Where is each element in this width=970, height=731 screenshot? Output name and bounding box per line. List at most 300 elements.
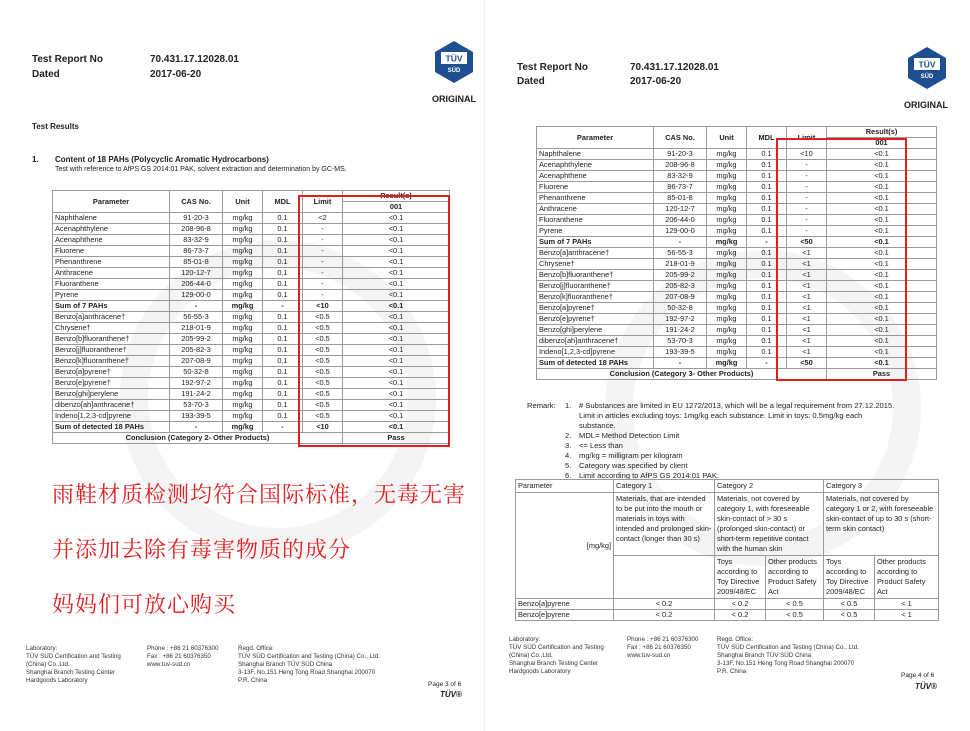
remark-number [565,421,579,431]
table-row [53,422,450,433]
cell-mdl: 0.1 [263,268,303,279]
cell-limit: - [303,268,343,279]
table-row [537,193,937,204]
col-result: Result(s) [343,191,450,202]
cell-unit: mg/kg [223,334,263,345]
table-row [537,259,937,270]
cell-limit: - [303,279,343,290]
cell-unit: mg/kg [707,149,747,160]
cell-mdl: 0.1 [747,204,787,215]
col-parameter: Parameter [53,191,170,213]
cell-parameter: dibenzo[ah]anthracene† [53,400,170,411]
cat-header-2: Category 2 [715,480,824,493]
cell-parameter: Chrysene† [53,323,170,334]
cell-unit: mg/kg [707,270,747,281]
remark-number: 5. [565,461,572,470]
cell-result: <0.1 [343,367,450,378]
cell-parameter: Indeno[1,2,3-cd]pyrene [537,347,654,358]
cat-cell-c2a: < 0.2 [715,610,766,621]
cell-limit: <0.5 [303,378,343,389]
section-subtitle: Test with reference to AfPS GS 2014:01 PAK, solvent extraction and determination by GC-MS. [55,166,347,173]
cell-cas: 50-32-8 [654,303,707,314]
cat-other-3: Other products according to Product Safety Act [875,556,939,599]
cell-limit: <0.5 [303,334,343,345]
cat-cell-c3a: < 0.5 [824,610,875,621]
cell-cas: 85-01-8 [170,257,223,268]
remark-item [565,461,894,471]
col-sample-id: 001 [343,202,450,213]
cell-limit: <1 [787,325,827,336]
cell-unit: mg/kg [707,347,747,358]
cell-limit: <1 [787,336,827,347]
cell-mdl: - [263,422,303,433]
cell-mdl: 0.1 [747,336,787,347]
cell-result: <0.1 [827,336,937,347]
cat-header-param: Parameter [516,480,614,493]
cat-cell-p: Benzo[a]pyrene [516,599,614,610]
cell-mdl: 0.1 [263,246,303,257]
cell-parameter: Benzo[k]fluoranthene† [53,356,170,367]
table-row [53,345,450,356]
cell-parameter: Benzo[a]anthracene† [537,248,654,259]
cell-cas: 86-73-7 [170,246,223,257]
cell-parameter: Phenanthrene [53,257,170,268]
cell-limit: <50 [787,237,827,248]
col-mdl: MDL [747,127,787,149]
table-row [516,610,939,621]
cell-mdl: 0.1 [747,171,787,182]
cell-limit: <50 [787,358,827,369]
cell-parameter: Benzo[ghi]perylene [537,325,654,336]
cell-result: <0.1 [343,213,450,224]
cell-unit: mg/kg [707,237,747,248]
cell-unit: mg/kg [707,358,747,369]
cat-toys-3: Toys according to Toy Directive 2009/48/EC [824,556,875,599]
table-row [53,257,450,268]
cell-mdl: 0.1 [747,325,787,336]
footer-regd-office: Regd. Office: TÜV SÜD Certification and Testing (China) Co., Ltd. Shanghai Branch TÜV SÜD China 3-13F, No.151 Heng Tong Road Shanghai 200070 P.R. China [238,645,380,684]
cell-parameter: Sum of detected 18 PAHs [537,358,654,369]
cell-cas: 205-82-3 [170,345,223,356]
footer-laboratory: Laboratory: TÜV SÜD Certification and Testing (China) Co.,Ltd. Shanghai Branch Testing Center Hardgoods Laboratory [26,645,121,684]
cell-parameter: Fluoranthene [537,215,654,226]
footer-regd-office: Regd. Office: TÜV SÜD Certification and Testing (China) Co., Ltd. Shanghai Branch TÜV SÜD China 3-13F, No.151 Heng Tong Road Shanghai 200070 P.R. China [717,636,859,675]
cell-mdl: 0.1 [263,257,303,268]
col-unit: Unit [707,127,747,149]
cell-limit: <0.5 [303,312,343,323]
remark-text: Category was specified by client [579,461,688,470]
cell-unit: mg/kg [223,213,263,224]
cell-cas: 85-01-8 [654,193,707,204]
dated-label: Dated [517,76,545,87]
cell-result: <0.1 [827,204,937,215]
table-row [53,323,450,334]
cell-result: <0.1 [827,226,937,237]
dated-value: 2017-06-20 [150,69,202,80]
table-row [537,215,937,226]
cell-cas: 206-44-0 [170,279,223,290]
cell-parameter: Benzo[b]fluoranthene† [53,334,170,345]
cell-result: <0.1 [827,281,937,292]
table-row [53,378,450,389]
report-no-value: 70.431.17.12028.01 [150,54,239,65]
cell-mdl: - [747,237,787,248]
cell-result: <0.1 [827,193,937,204]
cell-limit: <1 [787,347,827,358]
cell-parameter: dibenzo[ah]anthracene† [537,336,654,347]
col-unit: Unit [223,191,263,213]
cell-result: <0.1 [827,325,937,336]
cell-mdl: 0.1 [747,226,787,237]
table-row [537,303,937,314]
cell-limit: <0.5 [303,389,343,400]
cell-result: <0.1 [827,314,937,325]
cell-result: <0.1 [827,259,937,270]
remark-item [565,441,894,451]
cell-parameter: Pyrene [537,226,654,237]
cell-cas: 53-70-3 [170,400,223,411]
remark-items [565,401,894,481]
table-row [53,279,450,290]
cell-unit: mg/kg [707,303,747,314]
cell-limit: <1 [787,303,827,314]
table-row [537,281,937,292]
cell-result: <0.1 [827,292,937,303]
cat-cell-c1: < 0.2 [614,599,715,610]
cell-limit: <1 [787,270,827,281]
table-row [53,246,450,257]
cell-cas: 191-24-2 [654,325,707,336]
remark-label: Remark: [527,401,556,410]
cell-unit: mg/kg [223,246,263,257]
conclusion-value: Pass [827,369,937,380]
cell-mdl: 0.1 [263,411,303,422]
cell-result: <0.1 [827,171,937,182]
cell-cas: - [654,358,707,369]
cell-result: <0.1 [827,303,937,314]
cell-unit: mg/kg [223,389,263,400]
cell-result: <0.1 [343,356,450,367]
cell-mdl: 0.1 [747,193,787,204]
tuv-mark-icon: TÜV® [440,690,462,699]
cell-limit: - [303,257,343,268]
cell-result: <0.1 [343,290,450,301]
cell-parameter: Benzo[e]pyrene† [53,378,170,389]
cat-cell-c3b: < 1 [875,599,939,610]
cell-unit: mg/kg [223,345,263,356]
cat-header-3: Category 3 [824,480,939,493]
table-row [53,389,450,400]
cell-unit: mg/kg [223,301,263,312]
cat-header-1: Category 1 [614,480,715,493]
cell-parameter: Fluorene [537,182,654,193]
section-number: 1. [32,155,39,164]
col-result: Result(s) [827,127,937,138]
remark-number: 1. [565,401,572,410]
cell-cas: 56-55-3 [654,248,707,259]
cell-parameter: Naphthalene [537,149,654,160]
table-row [53,213,450,224]
cat-cell-c3b: < 1 [875,610,939,621]
cat-desc-2: Materials, not covered by category 1, with foreseeable skin-contact of > 30 s (prolonged skin-contact) or short-term repetitive contact with the human skin [715,493,824,556]
cell-limit: <0.5 [303,345,343,356]
conclusion-label: Conclusion (Category 3- Other Products) [537,369,827,380]
cell-mdl: - [747,358,787,369]
table-row [537,204,937,215]
cat-cell-c2b: < 0.5 [766,599,824,610]
cell-cas: 218-01-9 [654,259,707,270]
cell-result: <0.1 [343,345,450,356]
cell-limit: - [787,193,827,204]
cell-result: <0.1 [343,323,450,334]
cell-cas: 56-55-3 [170,312,223,323]
report-no-label: Test Report No [32,54,103,65]
table-row [537,325,937,336]
cell-result: <0.1 [827,149,937,160]
cell-result: <0.1 [343,224,450,235]
cell-unit: mg/kg [223,224,263,235]
cell-unit: mg/kg [707,336,747,347]
remark-number: 2. [565,431,572,440]
cell-mdl: 0.1 [263,323,303,334]
cell-cas: - [170,301,223,312]
svg-text:SÜD: SÜD [447,68,461,74]
cell-cas: 86-73-7 [654,182,707,193]
cell-mdl: 0.1 [747,270,787,281]
cell-cas: 207-08-9 [654,292,707,303]
cell-unit: mg/kg [223,268,263,279]
cell-unit: mg/kg [223,356,263,367]
cell-cas: 191-24-2 [170,389,223,400]
cell-unit: mg/kg [707,204,747,215]
cell-unit: mg/kg [223,367,263,378]
cell-cas: - [170,422,223,433]
cell-limit: <10 [787,149,827,160]
cell-cas: 207-08-9 [170,356,223,367]
tuv-mark-icon: TÜV® [915,682,937,691]
cell-limit: - [787,226,827,237]
report-page-4 [485,0,970,731]
cell-parameter: Benzo[j]fluoranthene† [537,281,654,292]
cell-cas: 205-99-2 [170,334,223,345]
table-row [537,248,937,259]
cell-result: <0.1 [827,347,937,358]
cat-cell-c3a: < 0.5 [824,599,875,610]
cell-mdl: 0.1 [747,149,787,160]
table-row [537,149,937,160]
cell-cas: 206-44-0 [654,215,707,226]
table-row [53,356,450,367]
remark-item [565,451,894,461]
cell-unit: mg/kg [707,215,747,226]
tuv-logo-icon [432,40,476,84]
cell-limit: <10 [303,301,343,312]
cell-unit: mg/kg [707,193,747,204]
table-row [537,347,937,358]
cell-limit: <1 [787,281,827,292]
cell-cas: 218-01-9 [170,323,223,334]
cell-parameter: Acenaphthene [53,235,170,246]
cell-parameter: Benzo[a]anthracene† [53,312,170,323]
cell-cas: 91-20-3 [654,149,707,160]
cell-parameter: Naphthalene [53,213,170,224]
cell-result: <0.1 [343,235,450,246]
footer-contact: Phone : +86 21 60376300 Fax : +86 21 60376350 www.tuv-sud.cn [627,636,699,659]
cell-cas: 193-39-5 [654,347,707,358]
table-row [53,400,450,411]
cell-unit: mg/kg [707,160,747,171]
cell-parameter: Benzo[a]pyrene† [537,303,654,314]
cell-parameter: Sum of 7 PAHs [537,237,654,248]
cell-limit: <1 [787,248,827,259]
cell-unit: mg/kg [707,171,747,182]
cell-result: <0.1 [343,400,450,411]
col-limit: Limit [787,127,827,149]
cell-parameter: Pyrene [53,290,170,301]
remark-item [565,421,894,431]
cell-parameter: Sum of detected 18 PAHs [53,422,170,433]
original-label: ORIGINAL [432,94,476,104]
cell-limit: - [303,246,343,257]
cell-cas: - [654,237,707,248]
table-row [53,367,450,378]
cell-mdl: 0.1 [263,334,303,345]
promo-text-line-2: 并添加去除有毒害物质的成分 [52,538,352,563]
original-label: ORIGINAL [904,100,948,110]
cell-unit: mg/kg [223,312,263,323]
cell-parameter: Acenaphthene [537,171,654,182]
cell-result: <0.1 [827,215,937,226]
report-no-value: 70.431.17.12028.01 [630,62,719,73]
col-limit: Limit [303,191,343,213]
cell-cas: 129-00-0 [170,290,223,301]
remark-text: Limit in articles excluding toys: 1mg/kg each substance. Limit in toys: 0.5mg/kg each [579,411,863,420]
cell-mdl: 0.1 [263,213,303,224]
cell-cas: 120-12-7 [170,268,223,279]
cell-unit: mg/kg [223,378,263,389]
category-limits-table [515,479,939,621]
cell-limit: <0.5 [303,323,343,334]
cell-limit: <1 [787,314,827,325]
cat-unit: [mg/kg] [516,493,614,599]
cell-mdl: 0.1 [747,347,787,358]
cell-limit: - [303,235,343,246]
cell-cas: 192-97-2 [170,378,223,389]
table-row [537,237,937,248]
cell-result: <0.1 [343,257,450,268]
cell-mdl: - [263,301,303,312]
table-row [537,160,937,171]
cell-mdl: 0.1 [263,235,303,246]
cell-unit: mg/kg [223,411,263,422]
dated-value: 2017-06-20 [630,76,682,87]
col-parameter: Parameter [537,127,654,149]
cell-parameter: Benzo[a]pyrene† [53,367,170,378]
promo-text-line-3: 妈妈们可放心购买 [52,593,237,618]
cat-cell-c1: < 0.2 [614,610,715,621]
table-row [53,312,450,323]
cell-result: <0.1 [827,248,937,259]
cell-result: <0.1 [343,422,450,433]
cell-result: <0.1 [343,268,450,279]
pah-results-table-cat2 [52,190,450,444]
cell-mdl: 0.1 [263,378,303,389]
cell-parameter: Benzo[k]fluoranthene† [537,292,654,303]
cell-result: <0.1 [827,270,937,281]
cell-parameter: Anthracene [53,268,170,279]
table-row [53,301,450,312]
cell-cas: 192-97-2 [654,314,707,325]
cell-parameter: Sum of 7 PAHs [53,301,170,312]
cat-cell-p: Benzo[e]pyrene [516,610,614,621]
cell-mdl: 0.1 [747,292,787,303]
cell-mdl: 0.1 [747,160,787,171]
col-cas: CAS No. [654,127,707,149]
cat-desc-1: Materials, that are intended to be put into the mouth or materials in toys with intended and prolonged skin-contact (longer than 30 s) [614,493,715,556]
svg-text:SÜD: SÜD [920,74,934,80]
cell-parameter: Fluorene [53,246,170,257]
remark-number [565,411,579,421]
col-cas: CAS No. [170,191,223,213]
table-row [537,182,937,193]
conclusion-label: Conclusion (Category 2- Other Products) [53,433,343,444]
remark-text: Limit according to AfPS GS 2014:01 PAK: [579,471,719,480]
cell-mdl: 0.1 [747,303,787,314]
cell-parameter: Fluoranthene [53,279,170,290]
cell-limit: <1 [787,292,827,303]
cell-cas: 193-39-5 [170,411,223,422]
cell-limit: - [787,171,827,182]
cell-limit: - [303,290,343,301]
remark-item [565,431,894,441]
dated-label: Dated [32,69,60,80]
remark-text: MDL= Method Detection Limit [579,431,680,440]
cell-parameter: Acenaphthylene [53,224,170,235]
table-row [537,336,937,347]
cell-cas: 120-12-7 [654,204,707,215]
remark-text: mg/kg = milligram per kilogram [579,451,683,460]
remark-text: substance. [579,421,616,430]
cell-mdl: 0.1 [747,182,787,193]
cell-limit: - [787,215,827,226]
cell-result: <0.1 [827,237,937,248]
table-row [53,290,450,301]
cell-cas: 50-32-8 [170,367,223,378]
cell-cas: 205-99-2 [654,270,707,281]
table-row [53,268,450,279]
cell-mdl: 0.1 [263,400,303,411]
cat-desc-3: Materials, not covered by category 1 or 2, with foreseeable skin-contact of up to 30 s (short-term skin contact) [824,493,939,556]
cell-unit: mg/kg [223,400,263,411]
cell-result: <0.1 [343,301,450,312]
cell-unit: mg/kg [223,279,263,290]
report-no-label: Test Report No [517,62,588,73]
table-row [537,226,937,237]
cell-cas: 83-32-9 [654,171,707,182]
remark-item [565,411,894,421]
cell-limit: - [303,224,343,235]
cell-parameter: Benzo[b]fluoranthene† [537,270,654,281]
remark-number: 3. [565,441,572,450]
cell-result: <0.1 [343,378,450,389]
cell-unit: mg/kg [223,422,263,433]
cell-unit: mg/kg [223,290,263,301]
cell-limit: - [787,160,827,171]
table-row [537,358,937,369]
cell-limit: <2 [303,213,343,224]
cell-unit: mg/kg [707,314,747,325]
cell-limit: <0.5 [303,400,343,411]
